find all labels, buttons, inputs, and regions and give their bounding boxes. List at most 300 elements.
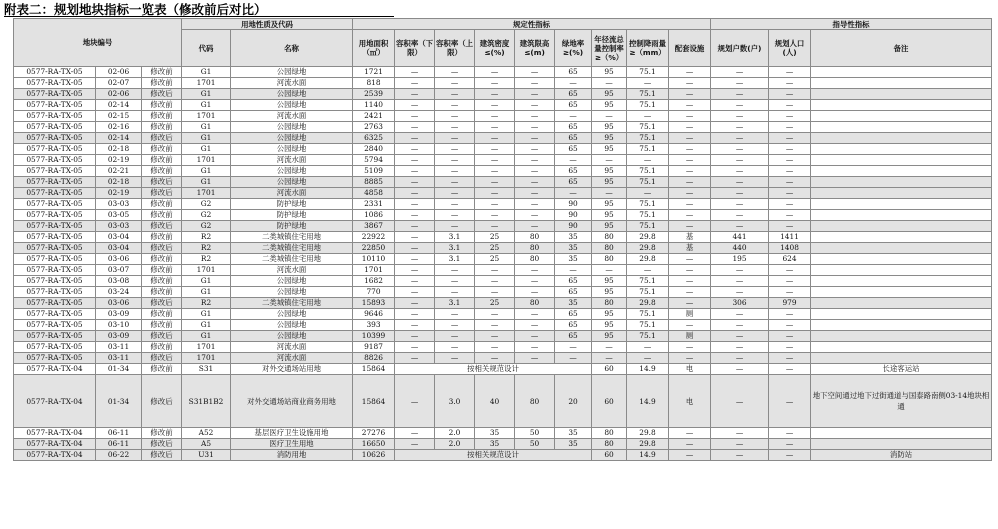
cell-runoff-control: 80 (592, 254, 627, 265)
cell-code: G1 (182, 309, 231, 320)
cell-plot-no: 0577-RA-TX-05 (14, 309, 96, 320)
cell-code: G1 (182, 331, 231, 342)
cell-rainfall: 75.1 (627, 177, 669, 188)
cell-far-max: — (435, 155, 475, 166)
cell-block-no: 06-11 (96, 439, 142, 450)
cell-facilities: — (669, 450, 711, 461)
cell-green-ratio: — (555, 353, 592, 364)
cell-households: — (711, 210, 769, 221)
cell-households: — (711, 331, 769, 342)
cell-block-no: 02-06 (96, 67, 142, 78)
cell-far-max: 3.1 (435, 232, 475, 243)
cell-runoff-control: — (592, 111, 627, 122)
cell-rainfall: 75.1 (627, 122, 669, 133)
table-row (14, 353, 992, 364)
cell-far-max: — (435, 276, 475, 287)
table-row (14, 188, 992, 199)
cell-code: 1701 (182, 353, 231, 364)
cell-name: 公园绿地 (231, 331, 353, 342)
cell-remarks (811, 331, 992, 342)
cell-rainfall: 29.8 (627, 243, 669, 254)
cell-runoff-control: — (592, 265, 627, 276)
cell-facilities: — (669, 133, 711, 144)
cell-households: — (711, 144, 769, 155)
cell-rainfall: 75.1 (627, 210, 669, 221)
cell-households: — (711, 276, 769, 287)
cell-name: 防护绿地 (231, 210, 353, 221)
cell-far-min: — (395, 309, 435, 320)
cell-rainfall: 75.1 (627, 67, 669, 78)
cell-block-no: 02-14 (96, 100, 142, 111)
cell-name: 河流水面 (231, 155, 353, 166)
cell-block-no: 03-03 (96, 221, 142, 232)
cell-name: 二类城镇住宅用地 (231, 254, 353, 265)
cell-area: 8885 (353, 177, 395, 188)
cell-facilities: — (669, 199, 711, 210)
cell-status: 修改后 (142, 188, 182, 199)
cell-population: 1408 (769, 243, 811, 254)
cell-households: — (711, 177, 769, 188)
cell-code: G1 (182, 320, 231, 331)
cell-block-no: 03-11 (96, 353, 142, 364)
cell-name: 公园绿地 (231, 276, 353, 287)
cell-name: 二类城镇住宅用地 (231, 232, 353, 243)
cell-far-max: — (435, 144, 475, 155)
cell-code: 1701 (182, 342, 231, 353)
cell-far-max: — (435, 133, 475, 144)
cell-height: 50 (515, 428, 555, 439)
cell-density: — (475, 177, 515, 188)
cell-area: 9646 (353, 309, 395, 320)
cell-status: 修改前 (142, 67, 182, 78)
cell-block-no: 03-09 (96, 309, 142, 320)
cell-remarks (811, 276, 992, 287)
cell-green-ratio: 35 (555, 298, 592, 309)
cell-plot-no: 0577-RA-TX-05 (14, 144, 96, 155)
cell-plot-no: 0577-RA-TX-04 (14, 450, 96, 461)
cell-area: 2331 (353, 199, 395, 210)
cell-population: — (769, 276, 811, 287)
cell-far-min: — (395, 428, 435, 439)
cell-block-no: 06-22 (96, 450, 142, 461)
cell-area: 15893 (353, 298, 395, 309)
cell-code: G1 (182, 177, 231, 188)
cell-population: — (769, 122, 811, 133)
header-land-use-group: 用地性质及代码 (182, 19, 353, 30)
cell-runoff-control: — (592, 353, 627, 364)
cell-status: 修改前 (142, 100, 182, 111)
cell-status: 修改前 (142, 364, 182, 375)
cell-far-min: — (395, 287, 435, 298)
cell-density: — (475, 287, 515, 298)
cell-households: — (711, 439, 769, 450)
cell-green-ratio: — (555, 78, 592, 89)
cell-facilities: — (669, 89, 711, 100)
cell-density: 40 (475, 375, 515, 428)
cell-facilities: — (669, 265, 711, 276)
header-name: 名称 (231, 30, 353, 67)
cell-block-no: 03-04 (96, 232, 142, 243)
cell-green-ratio: 35 (555, 254, 592, 265)
cell-remarks (811, 89, 992, 100)
cell-block-no: 02-06 (96, 89, 142, 100)
cell-code: G1 (182, 144, 231, 155)
table-row (14, 450, 992, 461)
cell-facilities: — (669, 122, 711, 133)
cell-rainfall: 75.1 (627, 133, 669, 144)
cell-area: 818 (353, 78, 395, 89)
cell-facilities: — (669, 353, 711, 364)
cell-facilities: — (669, 144, 711, 155)
cell-name: 对外交通场站用地 (231, 364, 353, 375)
cell-height: — (515, 177, 555, 188)
cell-block-no: 06-11 (96, 428, 142, 439)
cell-far-min: — (395, 254, 435, 265)
cell-name: 公园绿地 (231, 287, 353, 298)
cell-code: R2 (182, 232, 231, 243)
cell-runoff-control: 95 (592, 287, 627, 298)
cell-density: — (475, 67, 515, 78)
cell-green-ratio: 65 (555, 331, 592, 342)
cell-area: 27276 (353, 428, 395, 439)
cell-facilities: — (669, 439, 711, 450)
cell-population: — (769, 342, 811, 353)
cell-far-max: — (435, 89, 475, 100)
cell-households: 441 (711, 232, 769, 243)
cell-runoff-control: 95 (592, 276, 627, 287)
cell-name: 对外交通场站商业商务用地 (231, 375, 353, 428)
cell-block-no: 01-34 (96, 375, 142, 428)
cell-code: A5 (182, 439, 231, 450)
cell-block-no: 02-15 (96, 111, 142, 122)
cell-rainfall: 75.1 (627, 144, 669, 155)
cell-height: — (515, 100, 555, 111)
cell-runoff-control: 95 (592, 133, 627, 144)
cell-remarks: 地下空间通过地下过街通道与国泰路南侧03-14地块相通 (811, 375, 992, 428)
cell-far-min: — (395, 331, 435, 342)
cell-area: 2840 (353, 144, 395, 155)
cell-plot-no: 0577-RA-TX-05 (14, 254, 96, 265)
cell-area: 8826 (353, 353, 395, 364)
cell-code: G2 (182, 221, 231, 232)
table-row (14, 89, 992, 100)
cell-green-ratio: 65 (555, 122, 592, 133)
cell-runoff-control: 80 (592, 298, 627, 309)
cell-density: 25 (475, 232, 515, 243)
cell-name: 公园绿地 (231, 89, 353, 100)
cell-households: — (711, 155, 769, 166)
cell-name: 河流水面 (231, 111, 353, 122)
table-row (14, 100, 992, 111)
cell-far-max: — (435, 188, 475, 199)
cell-households: — (711, 100, 769, 111)
cell-height: 80 (515, 232, 555, 243)
cell-height: — (515, 210, 555, 221)
cell-area: 1086 (353, 210, 395, 221)
cell-name: 公园绿地 (231, 100, 353, 111)
cell-code: R2 (182, 298, 231, 309)
cell-households: — (711, 188, 769, 199)
cell-rainfall: 75.1 (627, 89, 669, 100)
cell-height: — (515, 144, 555, 155)
cell-name: 河流水面 (231, 353, 353, 364)
cell-density: 25 (475, 243, 515, 254)
cell-far-min: — (395, 67, 435, 78)
cell-plot-no: 0577-RA-TX-05 (14, 188, 96, 199)
cell-status: 修改后 (142, 133, 182, 144)
cell-block-no: 02-21 (96, 166, 142, 177)
cell-households: — (711, 364, 769, 375)
cell-status: 修改前 (142, 122, 182, 133)
cell-remarks (811, 342, 992, 353)
cell-code: G1 (182, 287, 231, 298)
cell-status: 修改后 (142, 221, 182, 232)
header-area: 用地面积（㎡） (353, 30, 395, 67)
cell-plot-no: 0577-RA-TX-05 (14, 276, 96, 287)
cell-rainfall: 29.8 (627, 232, 669, 243)
cell-status: 修改前 (142, 428, 182, 439)
cell-plot-no: 0577-RA-TX-05 (14, 353, 96, 364)
cell-runoff-control: 95 (592, 89, 627, 100)
cell-height: — (515, 166, 555, 177)
cell-area: 1701 (353, 265, 395, 276)
cell-density: 25 (475, 298, 515, 309)
cell-far-min: — (395, 177, 435, 188)
cell-facilities: — (669, 320, 711, 331)
cell-area: 9187 (353, 342, 395, 353)
cell-population: — (769, 177, 811, 188)
cell-runoff-control: — (592, 155, 627, 166)
cell-remarks (811, 111, 992, 122)
cell-density: — (475, 78, 515, 89)
cell-status: 修改前 (142, 265, 182, 276)
cell-runoff-control: 95 (592, 177, 627, 188)
cell-area: 6325 (353, 133, 395, 144)
cell-area: 16650 (353, 439, 395, 450)
table-row (14, 265, 992, 276)
cell-population: — (769, 67, 811, 78)
table-row (14, 221, 992, 232)
cell-households: — (711, 287, 769, 298)
cell-runoff-control: 95 (592, 309, 627, 320)
cell-height: — (515, 133, 555, 144)
table-row (14, 331, 992, 342)
header-green: 绿地率≥(%) (555, 30, 592, 67)
cell-area: 10399 (353, 331, 395, 342)
cell-status: 修改前 (142, 166, 182, 177)
cell-area: 2539 (353, 89, 395, 100)
cell-population: — (769, 439, 811, 450)
cell-block-no: 02-16 (96, 122, 142, 133)
cell-status: 修改后 (142, 450, 182, 461)
cell-block-no: 03-08 (96, 276, 142, 287)
table-row (14, 320, 992, 331)
cell-name: 河流水面 (231, 342, 353, 353)
cell-block-no: 03-11 (96, 342, 142, 353)
cell-block-no: 02-14 (96, 133, 142, 144)
cell-block-no: 03-04 (96, 243, 142, 254)
cell-name: 河流水面 (231, 265, 353, 276)
cell-population: — (769, 375, 811, 428)
header-regulatory-group: 规定性指标 (353, 19, 711, 30)
title-underline (4, 16, 394, 17)
cell-population: — (769, 89, 811, 100)
cell-plot-no: 0577-RA-TX-04 (14, 364, 96, 375)
cell-height: — (515, 331, 555, 342)
cell-green-ratio: 65 (555, 287, 592, 298)
cell-far-min: — (395, 375, 435, 428)
cell-far-max: — (435, 166, 475, 177)
cell-far-min: — (395, 342, 435, 353)
cell-plot-no: 0577-RA-TX-05 (14, 265, 96, 276)
cell-plot-no: 0577-RA-TX-04 (14, 375, 96, 428)
cell-remarks (811, 166, 992, 177)
cell-rainfall: 14.9 (627, 450, 669, 461)
cell-plot-no: 0577-RA-TX-05 (14, 331, 96, 342)
cell-density: — (475, 122, 515, 133)
cell-green-ratio: 20 (555, 375, 592, 428)
cell-far-max: — (435, 100, 475, 111)
cell-density: — (475, 342, 515, 353)
cell-facilities: — (669, 221, 711, 232)
cell-facilities: — (669, 254, 711, 265)
cell-facilities: — (669, 428, 711, 439)
cell-status: 修改后 (142, 243, 182, 254)
cell-runoff-control: 80 (592, 428, 627, 439)
cell-households: — (711, 353, 769, 364)
cell-households: — (711, 428, 769, 439)
cell-status: 修改后 (142, 353, 182, 364)
cell-households: — (711, 111, 769, 122)
cell-area: 22850 (353, 243, 395, 254)
cell-runoff-control: 80 (592, 243, 627, 254)
cell-facilities: — (669, 210, 711, 221)
table-row (14, 210, 992, 221)
cell-far-max: 3.1 (435, 298, 475, 309)
cell-remarks: 消防站 (811, 450, 992, 461)
cell-green-ratio: 90 (555, 199, 592, 210)
cell-height: — (515, 122, 555, 133)
cell-facilities: — (669, 276, 711, 287)
cell-height: — (515, 320, 555, 331)
header-remarks: 备注 (811, 30, 992, 67)
cell-rainfall: — (627, 188, 669, 199)
cell-height: — (515, 342, 555, 353)
cell-name: 基层医疗卫生设施用地 (231, 428, 353, 439)
cell-remarks (811, 144, 992, 155)
cell-block-no: 03-05 (96, 210, 142, 221)
cell-block-no: 03-06 (96, 254, 142, 265)
cell-name: 公园绿地 (231, 122, 353, 133)
cell-status: 修改前 (142, 276, 182, 287)
cell-rainfall: — (627, 342, 669, 353)
cell-population: — (769, 287, 811, 298)
cell-population: — (769, 309, 811, 320)
cell-population: — (769, 353, 811, 364)
cell-facilities: — (669, 111, 711, 122)
cell-far-min: — (395, 133, 435, 144)
cell-remarks (811, 199, 992, 210)
cell-remarks (811, 177, 992, 188)
cell-block-no: 03-09 (96, 331, 142, 342)
cell-density: — (475, 199, 515, 210)
cell-far-max: — (435, 199, 475, 210)
cell-density: — (475, 221, 515, 232)
cell-facilities: 电 (669, 375, 711, 428)
cell-height: 80 (515, 298, 555, 309)
cell-height: — (515, 111, 555, 122)
cell-name: 二类城镇住宅用地 (231, 243, 353, 254)
cell-name: 公园绿地 (231, 177, 353, 188)
cell-rainfall: 75.1 (627, 100, 669, 111)
table-row (14, 67, 992, 78)
cell-status: 修改前 (142, 199, 182, 210)
cell-far-max: — (435, 177, 475, 188)
cell-name: 公园绿地 (231, 309, 353, 320)
cell-green-ratio: 35 (555, 243, 592, 254)
cell-far-max: — (435, 78, 475, 89)
cell-height: — (515, 67, 555, 78)
cell-facilities: — (669, 78, 711, 89)
cell-code: G2 (182, 199, 231, 210)
cell-plot-no: 0577-RA-TX-05 (14, 89, 96, 100)
cell-far-min: — (395, 122, 435, 133)
cell-status: 修改前 (142, 309, 182, 320)
cell-population: — (769, 364, 811, 375)
cell-households: 440 (711, 243, 769, 254)
cell-population: — (769, 144, 811, 155)
cell-remarks (811, 320, 992, 331)
cell-plot-no: 0577-RA-TX-05 (14, 210, 96, 221)
header-runoff: 年径流总量控制率≥（%） (592, 30, 627, 67)
cell-green-ratio: 90 (555, 210, 592, 221)
cell-density: 25 (475, 254, 515, 265)
cell-area: 5109 (353, 166, 395, 177)
cell-plot-no: 0577-RA-TX-04 (14, 428, 96, 439)
cell-runoff-control: 95 (592, 221, 627, 232)
cell-green-ratio: 65 (555, 67, 592, 78)
cell-code: S31 (182, 364, 231, 375)
cell-block-no: 02-19 (96, 155, 142, 166)
cell-rainfall: 14.9 (627, 364, 669, 375)
cell-plot-no: 0577-RA-TX-05 (14, 133, 96, 144)
header-far-max: 容积率（上限） (435, 30, 475, 67)
cell-code: G1 (182, 276, 231, 287)
cell-households: — (711, 78, 769, 89)
table-row (14, 166, 992, 177)
cell-population: 624 (769, 254, 811, 265)
cell-runoff-control: 95 (592, 67, 627, 78)
cell-runoff-control: 95 (592, 166, 627, 177)
cell-far-max: — (435, 122, 475, 133)
cell-code: 1701 (182, 265, 231, 276)
cell-green-ratio: 35 (555, 439, 592, 450)
cell-remarks (811, 122, 992, 133)
table-body (14, 67, 992, 461)
cell-far-min: — (395, 199, 435, 210)
cell-far-max: — (435, 320, 475, 331)
cell-far-max: — (435, 210, 475, 221)
cell-remarks (811, 287, 992, 298)
table-row (14, 177, 992, 188)
cell-code: 1701 (182, 111, 231, 122)
cell-far-min: — (395, 100, 435, 111)
cell-green-ratio: 65 (555, 133, 592, 144)
cell-far-max: 2.0 (435, 428, 475, 439)
cell-rainfall: — (627, 78, 669, 89)
cell-status: 修改后 (142, 177, 182, 188)
cell-runoff-control: 95 (592, 100, 627, 111)
